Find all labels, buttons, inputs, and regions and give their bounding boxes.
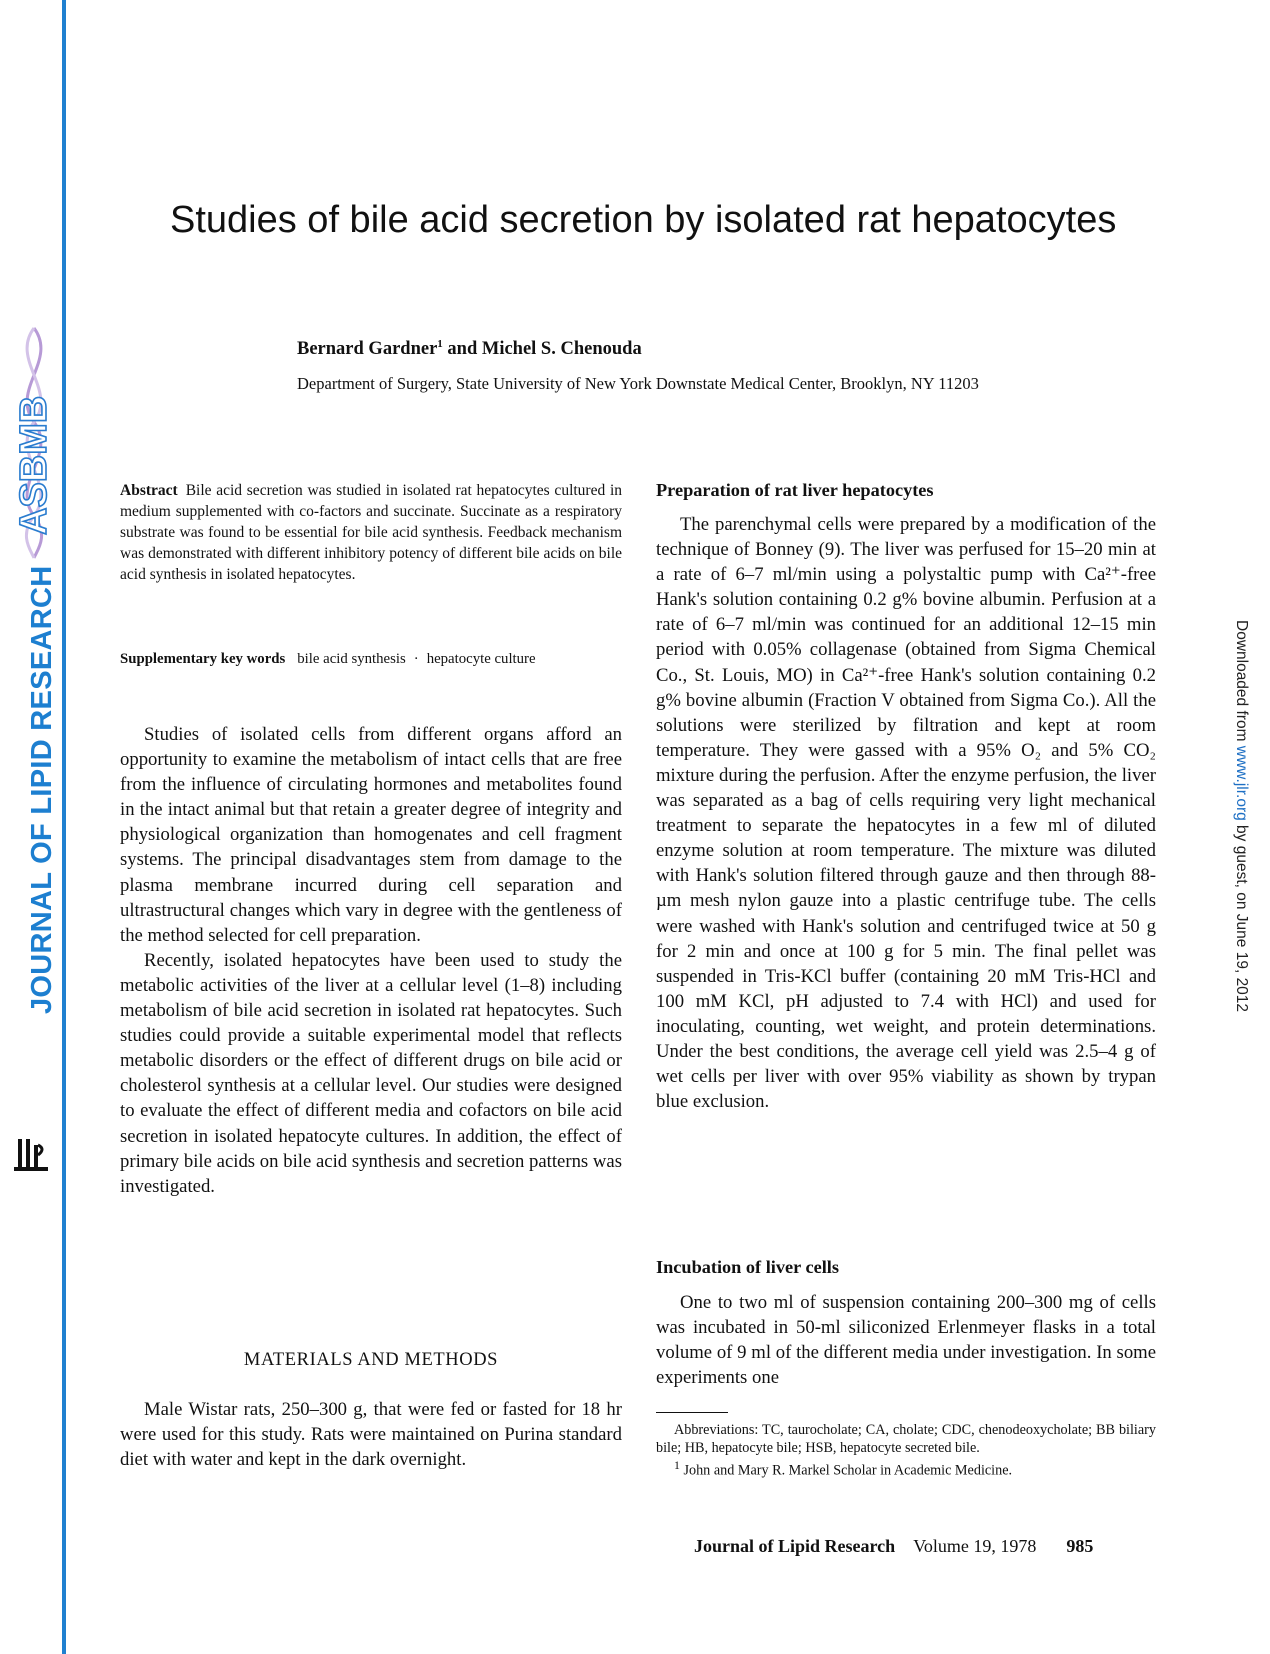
preparation-paragraph: The parenchymal cells were prepared by a modification of the technique of Bonney (9). The liver was perfused for 15–20 min at a rate of 6–7 ml/min using a polystaltic pump with Ca²⁺-free Hank's solution containing 0.2 g% bovine albumin. Perfusion at a rate of 6–7 ml/min was continued for an additional 12–15 min period with 0.05% collagenase (obtained from Sigma Chemical Co., St. Louis, MO) in Ca²⁺-free Hank's solution containing 0.2 g% bovine albumin (Fraction V obtained from Sigma Co.). All the solutions were sterilized by filtration and kept at room temperature. They were gassed with a 95% O₂ and 5% CO₂ mixture during the perfusion. After the enzyme perfusion, the liver was separated as a bag of cells requiring very light mechanical treatment to separate the hepatocytes in a few ml of diluted enzyme solution at room temperature. The mixture was diluted with Hank's solution filtered through gauze and then through 88-µm mesh nylon gauze into a plastic centrifuge tube. The cells were washed with Hank's solution and centrifuged twice at 50 g for 2 min and once at 100 g for 5 min. The final pellet was suspended in Tris-KCl buffer (containing 20 mM Tris-HCl and 100 mM KCl, pH adjusted to 7.4 with HCl) and used for inoculating, counting, wet weight, and protein determinations. Under the best conditions, the average cell yield was 2.5–4 g of wet cells per liver with over 95% viability as shown by trypan blue exclusion. bbox=[656, 514, 1156, 1113]
section-heading-methods: MATERIALS AND METHODS bbox=[243, 1350, 499, 1370]
download-note bbox=[1232, 620, 1250, 1012]
methods-paragraph: Male Wistar rats, 250–300 g, that were fed or fasted for 18 hr were used for this study. Rats were maintained on Purina standard diet with water and kept in the dark overnight. bbox=[120, 1399, 622, 1471]
abstract-label: Abstract bbox=[120, 482, 178, 499]
intro-paragraph: Recently, isolated hepatocytes have been used to study the metabolic activities of the liver at a cellular level (1–8) including metabolism of bile acid secretion in isolated rat hepatocytes. Such studies could provide a suitable experimental model that reflects metabolic disorders or the effect of different drugs on bile acid or cholesterol synthesis at a cellular level. Our studies were designed to evaluate the effect of different media and cofactors on bile acid secretion in isolated hepatocyte cultures. In addition, the effect of primary bile acids on bile acid synthesis and secretion patterns was investigated. bbox=[120, 949, 622, 1197]
author-affiliation: Department of Surgery, State University of New York Downstate Medical Center, Brooklyn, NY 11203 bbox=[297, 374, 979, 393]
jlr-logo-icon bbox=[12, 1135, 50, 1175]
incubation-text bbox=[656, 1290, 1156, 1390]
sidebar-accent-line bbox=[62, 0, 66, 1654]
download-note-prefix: Downloaded from bbox=[1233, 620, 1250, 746]
journal-name-vertical: JOURNAL OF LIPID RESEARCH bbox=[26, 565, 58, 1014]
intro-paragraph: Studies of isolated cells from different organs afford an opportunity to examine the metabolism of intact cells that are free from the influence of circulating hormones and metabolites found in the intact animal but that retain a greater degree of integrity and physiological organization than homogenates and cell fragment systems. The principal disadvantages stem from damage to the plasma membrane incurred during cell separation and ultrastructural changes which vary in degree with the gentleness of the method selected for cell preparation. bbox=[120, 724, 622, 946]
footnote-divider bbox=[656, 1412, 728, 1413]
author-second: and Michel S. Chenouda bbox=[442, 339, 642, 360]
asbmb-logo-text: ASBMB bbox=[13, 395, 55, 535]
keyword-item: hepatocyte culture bbox=[426, 651, 536, 667]
subheading-preparation: Preparation of rat liver hepatocytes bbox=[656, 480, 934, 500]
footnotes bbox=[656, 1422, 1156, 1480]
download-link[interactable]: www.jlr.org bbox=[1233, 745, 1250, 821]
download-note-suffix: by guest, on June 19, 2012 bbox=[1233, 820, 1250, 1013]
page-number: 985 bbox=[1066, 1536, 1094, 1556]
page-footer bbox=[694, 1536, 1093, 1557]
keywords-label: Supplementary key words bbox=[120, 651, 286, 667]
subheading-incubation: Incubation of liver cells bbox=[656, 1257, 839, 1277]
journal-sidebar bbox=[0, 0, 66, 1654]
footer-journal-name: Journal of Lipid Research bbox=[694, 1536, 896, 1556]
author-first: Bernard Gardner bbox=[297, 339, 438, 360]
author-footnote-marker: 1 bbox=[437, 338, 443, 350]
footnote-note-text: John and Mary R. Markel Scholar in Academic Medicine. bbox=[683, 1462, 1013, 1479]
keyword-item: bile acid synthesis bbox=[297, 651, 406, 667]
introduction bbox=[120, 722, 622, 1199]
incubation-paragraph: One to two ml of suspension containing 200–300 mg of cells was incubated in 50-ml siliconized Erlenmeyer flasks in a total volume of 9 ml of the different media under investigation. In some experiments one bbox=[656, 1292, 1156, 1389]
article-authors bbox=[297, 338, 642, 360]
footnote-marker: 1 bbox=[674, 1458, 680, 1472]
footnote-author-note bbox=[656, 1457, 1156, 1480]
preparation-text bbox=[656, 512, 1156, 1114]
jlr-logo-text: JLR bbox=[31, 1175, 33, 1176]
article-title: Studies of bile acid secretion by isolated rat hepatocytes bbox=[170, 199, 1117, 241]
abstract-text: Bile acid secretion was studied in isolated rat hepatocytes cultured in medium supplemented with co-factors and succinate. Succinate as a respiratory substrate was found to be essential for bile acid synthesis. Feedback mechanism was demonstrated with different inhibitory potency of different bile acids on bile acid synthesis in isolated hepatocytes. bbox=[120, 482, 622, 583]
keywords bbox=[120, 651, 622, 668]
abstract bbox=[120, 480, 622, 585]
asbmb-logo-icon bbox=[6, 320, 62, 560]
keyword-separator: · bbox=[413, 651, 419, 667]
footnote-abbreviations: Abbreviations: TC, taurocholate; CA, cholate; CDC, chenodeoxycholate; BB biliary bile; HB, hepatocyte bile; HSB, hepatocyte secreted bile. bbox=[656, 1422, 1156, 1456]
footer-volume: Volume 19, 1978 bbox=[913, 1536, 1037, 1556]
methods-text bbox=[120, 1397, 622, 1472]
